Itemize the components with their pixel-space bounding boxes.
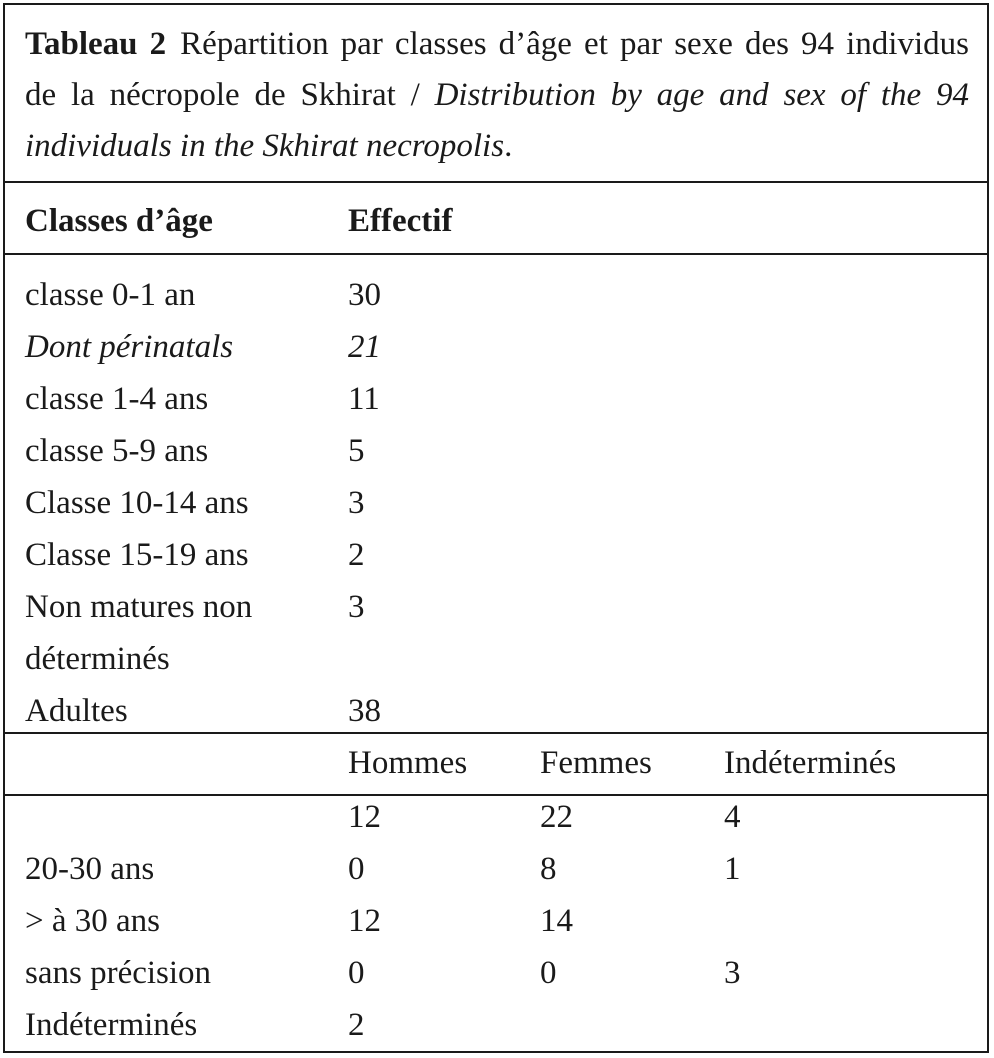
age-row-value: 3: [348, 589, 365, 625]
age-row-label: Classe 10-14 ans: [25, 485, 249, 521]
sex-row-hommes: 0: [348, 955, 365, 991]
header-effectif: Effectif: [348, 203, 453, 239]
sex-row-femmes: 0: [540, 955, 557, 991]
rule-sex-header: [5, 794, 987, 796]
header-hommes: Hommes: [348, 745, 468, 781]
age-row-label: classe 1-4 ans: [25, 381, 209, 417]
header-femmes: Femmes: [540, 745, 652, 781]
caption-text-fr: Répartition par classes d’âge et par sexe des 94 individus de la nécropole de Skhirat: [25, 26, 969, 113]
age-row-value: 21: [348, 329, 381, 365]
age-row-value: 11: [348, 381, 380, 417]
age-row-label: Adultes: [25, 693, 128, 729]
age-row-value: 2: [348, 537, 365, 573]
caption-text-en: Distribution by age and sex of the 94 individuals in the Skhirat necropolis: [25, 77, 969, 164]
age-row-value: 3: [348, 485, 365, 521]
header-indetermines: Indéterminés: [724, 745, 897, 781]
sex-row-label: Indéterminés: [25, 1007, 198, 1043]
sex-row-femmes: 14: [540, 903, 573, 939]
header-age-classes: Classes d’âge: [25, 203, 213, 239]
rule-header: [5, 253, 987, 255]
age-row-label-continued: déterminés: [25, 641, 170, 677]
age-row-value: 30: [348, 277, 381, 313]
caption-label: Tableau 2: [25, 26, 167, 62]
sex-row-label: > à 30 ans: [25, 903, 160, 939]
age-row-label: classe 0-1 an: [25, 277, 196, 313]
age-row-label: Non matures non: [25, 589, 253, 625]
sex-row-indet: 4: [724, 799, 741, 835]
table-frame: [3, 3, 989, 1053]
rule-caption: [5, 181, 987, 183]
age-row-label: Classe 15-19 ans: [25, 537, 249, 573]
sex-row-indet: 1: [724, 851, 741, 887]
sex-row-indet: 3: [724, 955, 741, 991]
caption-end: .: [504, 128, 513, 164]
sex-row-femmes: 8: [540, 851, 557, 887]
sex-row-hommes: 2: [348, 1007, 365, 1043]
sex-row-hommes: 12: [348, 903, 381, 939]
table-caption: [25, 5, 969, 172]
sex-row-label: sans précision: [25, 955, 212, 991]
rule-adults: [5, 732, 987, 734]
sex-row-femmes: 22: [540, 799, 573, 835]
sex-row-hommes: 12: [348, 799, 381, 835]
age-row-label: classe 5-9 ans: [25, 433, 209, 469]
sex-row-hommes: 0: [348, 851, 365, 887]
age-row-value: 38: [348, 693, 381, 729]
age-row-label: Dont périnatals: [25, 329, 234, 365]
sex-row-label: 20-30 ans: [25, 851, 155, 887]
caption-separator: /: [395, 77, 435, 113]
age-row-value: 5: [348, 433, 365, 469]
